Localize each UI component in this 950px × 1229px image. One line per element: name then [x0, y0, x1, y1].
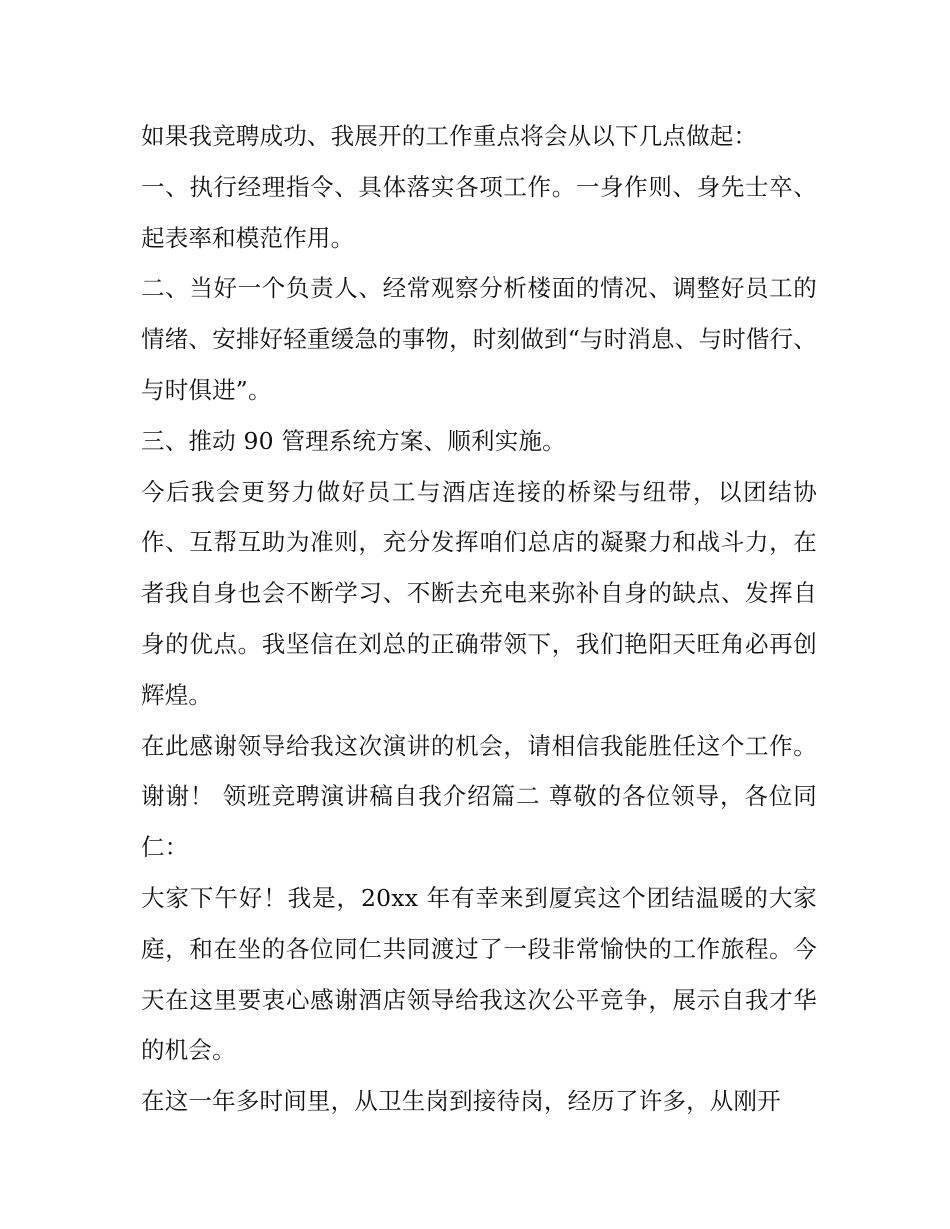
paragraph: 在此感谢领导给我这次演讲的机会，请相信我能胜任这个工作。 谢谢！ 领班竞聘演讲稿自我介绍篇二 尊敬的各位领导，各位同仁： [141, 731, 817, 862]
paragraph: 二、当好一个负责人、经常观察分析楼面的情况、调整好员工的情绪、安排好轻重缓急的事物，时刻做到“与时消息、与时偕行、与时俱进”。 [141, 274, 817, 404]
document-body [141, 111, 817, 1127]
paragraph: 一、执行经理指令、具体落实各项工作。一身作则、身先士卒、起表率和模范作用。 [141, 172, 817, 252]
paragraph: 三、推动 90 管理系统方案、顺利实施。 [141, 426, 566, 455]
paragraph: 今后我会更努力做好员工与酒店连接的桥梁与纽带，以团结协作、互帮互助为准则，充分发挥咱们总店的凝聚力和战斗力，在者我自身也会不断学习、不断去充电来弥补自身的缺点、发挥自身的优点。我坚信在刘总的正确带领下，我们艳阳天旺角必再创辉煌。 [141, 477, 817, 709]
paragraph: 大家下午好！我是，20xx 年有幸来到厦宾这个团结温暖的大家庭，和在坐的各位同仁共同渡过了一段非常愉快的工作旅程。今天在这里要衷心感谢酒店领导给我这次公平竞争，展示自我才华的机会。 [141, 883, 817, 1065]
paragraph: 如果我竞聘成功、我展开的工作重点将会从以下几点做起： [141, 122, 758, 150]
paragraph: 在这一年多时间里，从卫生岗到接待岗，经历了许多，从刚开 [141, 1087, 781, 1116]
